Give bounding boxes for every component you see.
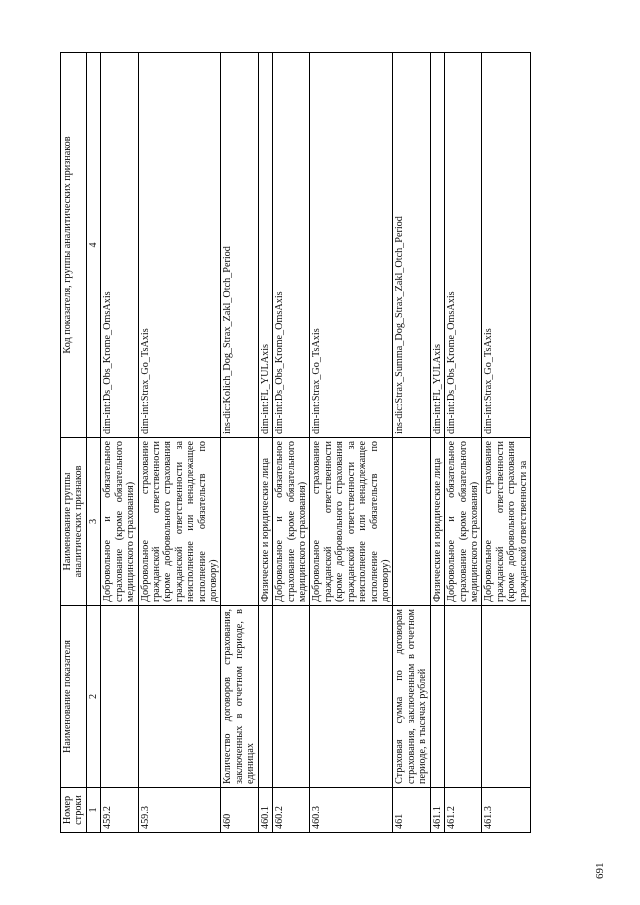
group-name: Добровольное и обязательное страхование (кроме обязательного медицинского страхования) [101,438,138,606]
table-row [258,53,272,833]
group-name [393,438,430,606]
column-number: 3 [86,438,100,606]
indicator-name [482,606,531,788]
column-number: 1 [86,788,100,833]
row-number: 459.2 [101,788,138,833]
column-number-row [86,53,100,833]
header-indicator-name: Наименование показателя [61,606,87,788]
row-number: 461 [393,788,430,833]
table-row [393,53,430,833]
group-name: Добровольное страхование гражданской ответственности (кроме добровольного страхования гражданской ответственности за неисполнение или ненадлежащее исполнение обязательств по договору) [138,438,221,606]
indicator-name [138,606,221,788]
table-header-row [61,53,87,833]
row-number: 461.1 [430,788,444,833]
indicator-name [430,606,444,788]
row-number: 461.3 [482,788,531,833]
indicator-name [445,606,482,788]
indicator-code: ins-dic:Strax_Summa_Dog_Strax_Zakl_Otch_Period [393,53,430,438]
group-name: Добровольное страхование гражданской ответственности (кроме добровольного страхования гражданской ответственности за [482,438,531,606]
table-row [101,53,138,833]
row-number: 459.3 [138,788,221,833]
indicator-code: dim-int:Ds_Obs_Krome_OmsAxis [273,53,310,438]
indicator-name [273,606,310,788]
indicator-table [60,52,531,833]
table-row [310,53,393,833]
indicator-code: dim-int:FL_YULAxis [430,53,444,438]
indicator-name [101,606,138,788]
table-row [430,53,444,833]
indicator-code: dim-int:Ds_Obs_Krome_OmsAxis [445,53,482,438]
indicator-code: dim-int:Ds_Obs_Krome_OmsAxis [101,53,138,438]
header-row-number: Номер строки [61,788,87,833]
indicator-code: dim-int:Strax_Go_TsAxis [482,53,531,438]
header-code: Код показателя, группы аналитических признаков [61,53,87,438]
indicator-name [258,606,272,788]
row-number: 460 [221,788,258,833]
column-number: 2 [86,606,100,788]
indicator-name [310,606,393,788]
indicator-code: dim-int:Strax_Go_TsAxis [138,53,221,438]
group-name: Физические и юридические лица [430,438,444,606]
header-group-name: Наименование группы аналитических признаков [61,438,87,606]
group-name: Добровольное страхование гражданской ответственности (кроме добровольного страхования гражданской ответственности за неисполнение или ненадлежащее исполнение обязательств по договору) [310,438,393,606]
table-row [138,53,221,833]
indicator-name: Количество договоров страхования, заключенных в отчетном периоде, в единицах [221,606,258,788]
group-name: Добровольное и обязательное страхование (кроме обязательного медицинского страхования) [445,438,482,606]
row-number: 460.3 [310,788,393,833]
indicator-code: dim-int:FL_YULAxis [258,53,272,438]
table-row [445,53,482,833]
row-number: 461.2 [445,788,482,833]
page-number: 691 [594,862,606,879]
indicator-name: Страховая сумма по договорам страхования, заключенным в отчетном периоде, в тысячах рублей [393,606,430,788]
table-row [221,53,258,833]
group-name [221,438,258,606]
group-name: Физические и юридические лица [258,438,272,606]
column-number: 4 [86,53,100,438]
row-number: 460.2 [273,788,310,833]
group-name: Добровольное и обязательное страхование (кроме обязательного медицинского страхования) [273,438,310,606]
indicator-code: ins-dic:Kolich_Dog_Strax_Zakl_Otch_Period [221,53,258,438]
table-row [482,53,531,833]
row-number: 460.1 [258,788,272,833]
table-row [273,53,310,833]
indicator-code: dim-int:Strax_Go_TsAxis [310,53,393,438]
